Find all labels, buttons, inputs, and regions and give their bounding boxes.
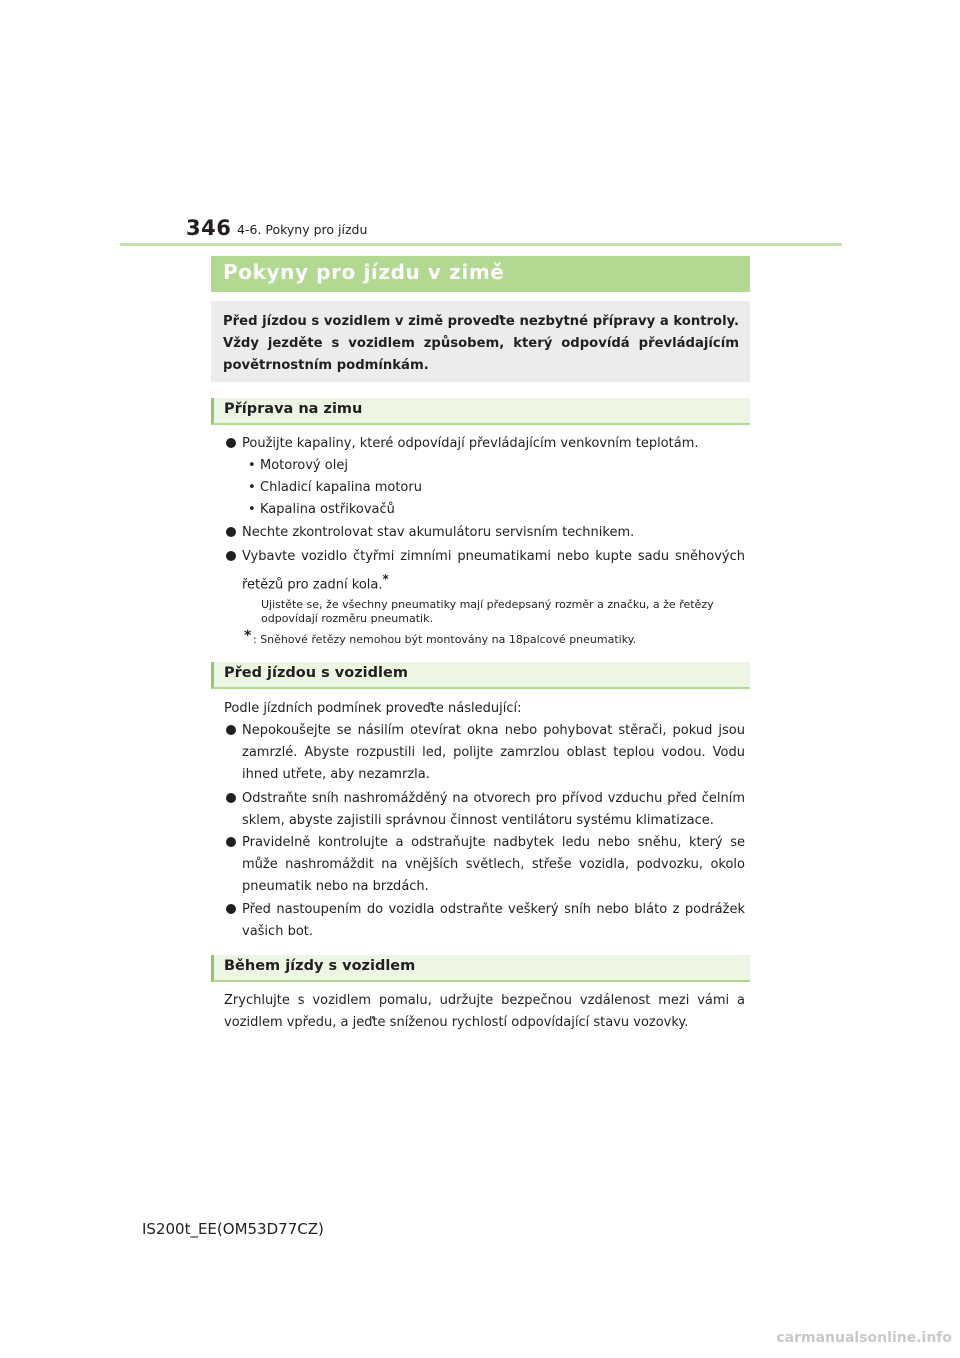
section-heading-label: Příprava na zimu <box>224 401 363 417</box>
page-title-bar <box>211 256 750 292</box>
list-item-text: Nepokoušejte se násilím otevírat okna nebo pohybovat stěrači, pokud jsou zamrzlé. Abyste rozpustili led, polijte zamrzlou oblast teplou vodou. Vodu ihned utřete, aby nezamrzla. <box>242 723 745 782</box>
page-title: Pokyny pro jízdu v zimě <box>223 260 505 284</box>
sub-bullet-icon: • <box>248 502 256 517</box>
list-item-text: Pravidelně kontrolujte a odstraňujte nadbytek ledu nebo sněhu, který se může nashromáždit na vnějších světlech, střeše vozidla, podvozku, okolo pneumatik nebo na brzdách. <box>242 835 745 894</box>
list-item-text: Nechte zkontrolovat stav akumulátoru servisním technikem. <box>242 525 635 540</box>
list-item-text: Použijte kapaliny, které odpovídají převládajícím venkovním teplotám. <box>242 436 699 451</box>
sub-list-item <box>248 455 348 477</box>
section-heading-label: Během jízdy s vozidlem <box>224 958 416 974</box>
watermark: carmanualsonline.info <box>776 1330 952 1346</box>
bullet-dot-icon <box>226 551 236 561</box>
list-item-text: Odstraňte sníh nashromážděný na otvorech pro přívod vzduchu před čelním sklem, abyste zajistili správnou činnost ventilátoru systému klimatizace. <box>242 791 745 828</box>
section-heading-prep <box>211 398 750 425</box>
sub-list-item-text: Motorový olej <box>260 458 348 473</box>
list-item-text: Před nastoupením do vozidla odstraňte veškerý sníh nebo bláto z podrážek vašich bot. <box>242 902 745 939</box>
footnote-star: * <box>244 628 252 644</box>
list-item-text: Vybavte vozidlo čtyřmi zimními pneumatikami nebo kupte sadu sněhových řetězů pro zadní kola.* <box>242 549 745 593</box>
document-code: IS200t_EE(OM53D77CZ) <box>142 1220 324 1238</box>
section-heading-during <box>211 955 750 982</box>
section-heading-before <box>211 662 750 689</box>
bullet-dot-icon <box>226 527 236 537</box>
sub-list-item <box>248 477 422 499</box>
bullet-dot-icon <box>226 904 236 914</box>
tire-note: Ujistěte se, že všechny pneumatiky mají předepsaný rozměr a značku, a že řetězy odpovídají rozměru pneumatik. <box>261 598 714 625</box>
intro-box <box>211 301 750 382</box>
footnote-text: : Sněhové řetězy nemohou být montovány na 18palcové pneumatiky. <box>253 633 637 646</box>
sub-list-item-text: Kapalina ostřikovačů <box>260 502 395 517</box>
section-lead: Podle jízdních podmínek proveďte následující: <box>224 701 522 716</box>
footnote-marker: * <box>382 572 389 586</box>
section-heading-label: Před jízdou s vozidlem <box>224 665 408 681</box>
bullet-dot-icon <box>226 438 236 448</box>
section-text: Zrychlujte s vozidlem pomalu, udržujte bezpečnou vzdálenost mezi vámi a vozidlem vpředu, a jeďte sníženou rychlostí odpovídající stavu vozovky. <box>224 993 745 1030</box>
intro-text: Před jízdou s vozidlem v zimě proveďte nezbytné přípravy a kontroly. Vždy jezděte s vozidlem způsobem, který odpovídá převládajícím povětrnostním podmínkám. <box>223 314 739 373</box>
page-number: 346 <box>186 216 232 240</box>
section-breadcrumb: 4-6. Pokyny pro jízdu <box>237 222 368 237</box>
sub-list-item <box>248 499 395 521</box>
sub-bullet-icon: • <box>248 480 256 495</box>
bullet-dot-icon <box>226 837 236 847</box>
sub-list-item-text: Chladicí kapalina motoru <box>260 480 422 495</box>
sub-bullet-icon: • <box>248 458 256 473</box>
bullet-dot-icon <box>226 725 236 735</box>
header-divider <box>120 243 842 246</box>
bullet-dot-icon <box>226 793 236 803</box>
